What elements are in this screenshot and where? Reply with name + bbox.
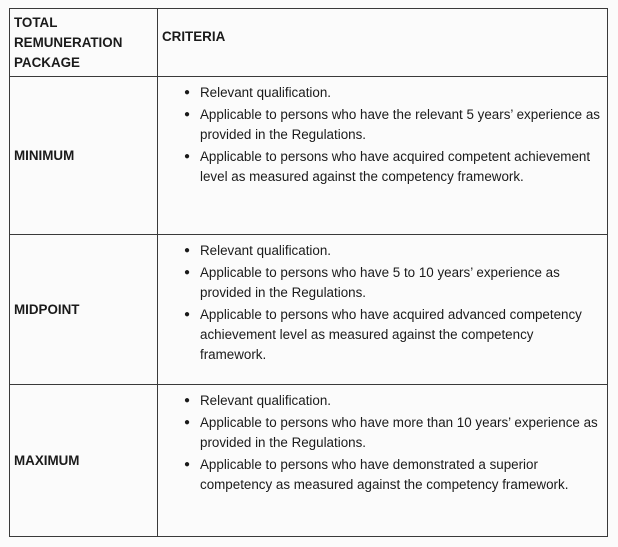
bullet-dot-icon: ● — [184, 417, 191, 428]
level-label: MIDPOINT — [14, 301, 80, 317]
criteria-list — [158, 385, 607, 495]
bullet-dot-icon: ● — [184, 245, 191, 256]
criterion-text: Relevant qualification. — [200, 393, 332, 408]
level-label: MAXIMUM — [14, 452, 80, 468]
level-cell-midpoint — [10, 235, 158, 385]
criterion-text: Applicable to persons who have acquired competent achievement level as measured against the competency framework. — [200, 149, 591, 184]
criteria-list — [158, 77, 607, 187]
remuneration-criteria-table — [9, 8, 608, 537]
level-cell-minimum — [10, 77, 158, 235]
criteria-cell-minimum — [158, 77, 608, 235]
criteria-cell-midpoint — [158, 235, 608, 385]
list-item — [158, 263, 607, 303]
list-item — [158, 305, 607, 365]
list-item — [158, 83, 607, 103]
criterion-text: Applicable to persons who have acquired advanced competency achievement level as measured against the competency framework. — [200, 307, 582, 362]
bullet-dot-icon: ● — [184, 109, 191, 120]
bullet-dot-icon: ● — [184, 87, 191, 98]
criterion-text: Applicable to persons who have demonstrated a superior competency as measured against the competency framework. — [200, 457, 569, 492]
criterion-text: Applicable to persons who have more than 10 years’ experience as provided in the Regulations. — [200, 415, 598, 450]
header-criteria — [158, 9, 608, 77]
header-criteria-text: CRITERIA — [162, 29, 226, 44]
list-item — [158, 105, 607, 145]
bullet-dot-icon: ● — [184, 151, 191, 162]
list-item — [158, 391, 607, 411]
list-item — [158, 147, 607, 187]
table-header-row — [10, 9, 608, 77]
bullet-dot-icon: ● — [184, 309, 191, 320]
criterion-text: Applicable to persons who have the relevant 5 years’ experience as provided in the Regulations. — [200, 107, 600, 142]
criterion-text: Relevant qualification. — [200, 85, 332, 100]
criteria-list — [158, 235, 607, 365]
table-row — [10, 235, 608, 385]
table-row — [10, 77, 608, 235]
header-package-text: TOTAL REMUNERATION PACKAGE — [14, 15, 123, 70]
bullet-dot-icon: ● — [184, 267, 191, 278]
criterion-text: Applicable to persons who have 5 to 10 years’ experience as provided in the Regulations. — [200, 265, 560, 300]
table-row — [10, 385, 608, 537]
criterion-text: Relevant qualification. — [200, 243, 332, 258]
level-cell-maximum — [10, 385, 158, 537]
list-item — [158, 241, 607, 261]
header-package — [10, 9, 158, 77]
list-item — [158, 413, 607, 453]
level-label: MINIMUM — [14, 147, 75, 163]
bullet-dot-icon: ● — [184, 395, 191, 406]
criteria-cell-maximum — [158, 385, 608, 537]
list-item — [158, 455, 607, 495]
bullet-dot-icon: ● — [184, 459, 191, 470]
